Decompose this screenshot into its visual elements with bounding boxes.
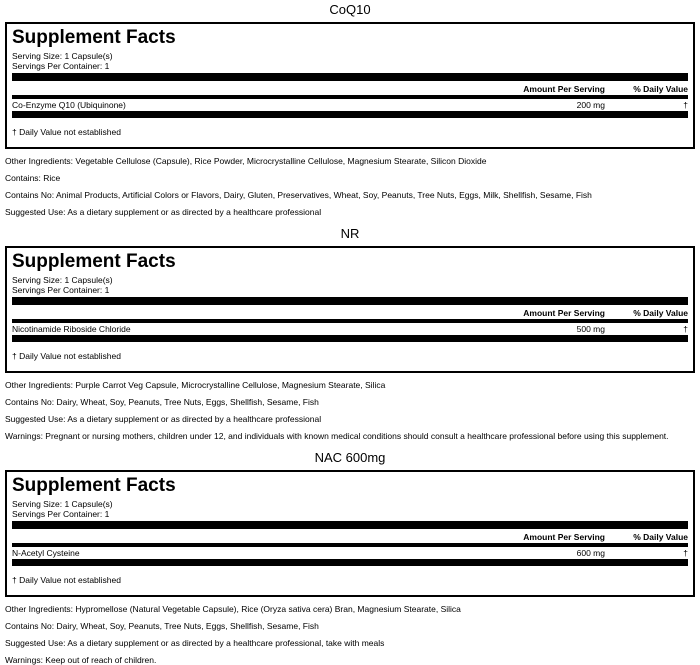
divider-bar [12, 521, 688, 529]
ingredient-row [12, 99, 688, 111]
suggested-use: Suggested Use: As a dietary supplement or as directed by a healthcare professional, take with meals [5, 638, 385, 648]
amount-per-serving-header: Amount Per Serving [523, 532, 605, 542]
footnote: † Daily Value not established [12, 351, 121, 361]
ingredient-daily-value: † [683, 100, 688, 110]
product-title: CoQ10 [329, 2, 371, 17]
contains-no: Contains No: Animal Products, Artificial Colors or Flavors, Dairy, Gluten, Preservatives, Wheat, Soy, Peanuts, Tree Nuts, Eggs, Milk, Shellfish, Sesame, Fish [5, 190, 592, 200]
contains-no: Contains No: Dairy, Wheat, Soy, Peanuts, Tree Nuts, Eggs, Shellfish, Sesame, Fish [5, 621, 319, 631]
other-ingredients: Other Ingredients: Hypromellose (Natural Vegetable Capsule), Rice (Oryza sativa cera) Bran, Magnesium Stearate, Silica [5, 604, 461, 614]
ingredient-amount: 500 mg [576, 324, 605, 334]
column-header-row [12, 307, 688, 323]
serving-size: Serving Size: 1 Capsule(s) [12, 499, 113, 509]
daily-value-header: % Daily Value [633, 532, 688, 542]
amount-per-serving-header: Amount Per Serving [523, 84, 605, 94]
ingredient-row [12, 547, 688, 559]
servings-per-container: Servings Per Container: 1 [12, 60, 110, 71]
contains-no: Contains No: Dairy, Wheat, Soy, Peanuts, Tree Nuts, Eggs, Shellfish, Sesame, Fish [5, 397, 319, 407]
ingredient-name: Nicotinamide Riboside Chloride [12, 324, 131, 334]
column-header-row [12, 531, 688, 547]
ingredient-amount: 600 mg [576, 548, 605, 558]
ingredient-name: Co-Enzyme Q10 (Ubiquinone) [12, 100, 126, 110]
warnings: Warnings: Keep out of reach of children. [5, 655, 157, 665]
divider-bar [12, 73, 688, 81]
product-section-coq10 [0, 0, 700, 217]
warnings: Warnings: Pregnant or nursing mothers, children under 12, and individuals with known medical conditions should consult a healthcare professional before using this supplement. [5, 431, 669, 441]
supplement-facts-panel [5, 246, 695, 373]
contains: Contains: Rice [5, 173, 61, 183]
footnote: † Daily Value not established [12, 575, 121, 585]
daily-value-header: % Daily Value [633, 84, 688, 94]
divider-bar [12, 559, 688, 566]
amount-per-serving-header: Amount Per Serving [523, 308, 605, 318]
product-title: NR [340, 226, 360, 241]
divider-bar [12, 111, 688, 118]
ingredient-daily-value: † [683, 324, 688, 334]
serving-size: Serving Size: 1 Capsule(s) [12, 51, 113, 61]
supplement-facts-panel [5, 470, 695, 597]
daily-value-header: % Daily Value [633, 308, 688, 318]
ingredient-name: N-Acetyl Cysteine [12, 548, 80, 558]
divider-bar [12, 335, 688, 342]
supplement-facts-panel [5, 22, 695, 149]
servings-per-container: Servings Per Container: 1 [12, 508, 110, 519]
panel-title: Supplement Facts [12, 251, 176, 272]
ingredient-amount: 200 mg [576, 100, 605, 110]
other-ingredients: Other Ingredients: Vegetable Cellulose (Capsule), Rice Powder, Microcrystalline Cellulose, Magnesium Stearate, Silicon Dioxide [5, 156, 487, 166]
divider-bar [12, 297, 688, 305]
other-ingredients: Other Ingredients: Purple Carrot Veg Capsule, Microcrystalline Cellulose, Magnesium Stearate, Silica [5, 380, 386, 390]
serving-size: Serving Size: 1 Capsule(s) [12, 275, 113, 285]
panel-title: Supplement Facts [12, 475, 176, 496]
footnote: † Daily Value not established [12, 127, 121, 137]
ingredient-daily-value: † [683, 548, 688, 558]
product-section-nac [0, 448, 700, 665]
suggested-use: Suggested Use: As a dietary supplement or as directed by a healthcare professional [5, 414, 322, 424]
servings-per-container: Servings Per Container: 1 [12, 284, 110, 295]
column-header-row [12, 83, 688, 99]
product-section-nr [0, 224, 700, 441]
product-title: NAC 600mg [314, 450, 386, 465]
ingredient-row [12, 323, 688, 335]
suggested-use: Suggested Use: As a dietary supplement or as directed by a healthcare professional [5, 207, 322, 217]
panel-title: Supplement Facts [12, 27, 176, 48]
